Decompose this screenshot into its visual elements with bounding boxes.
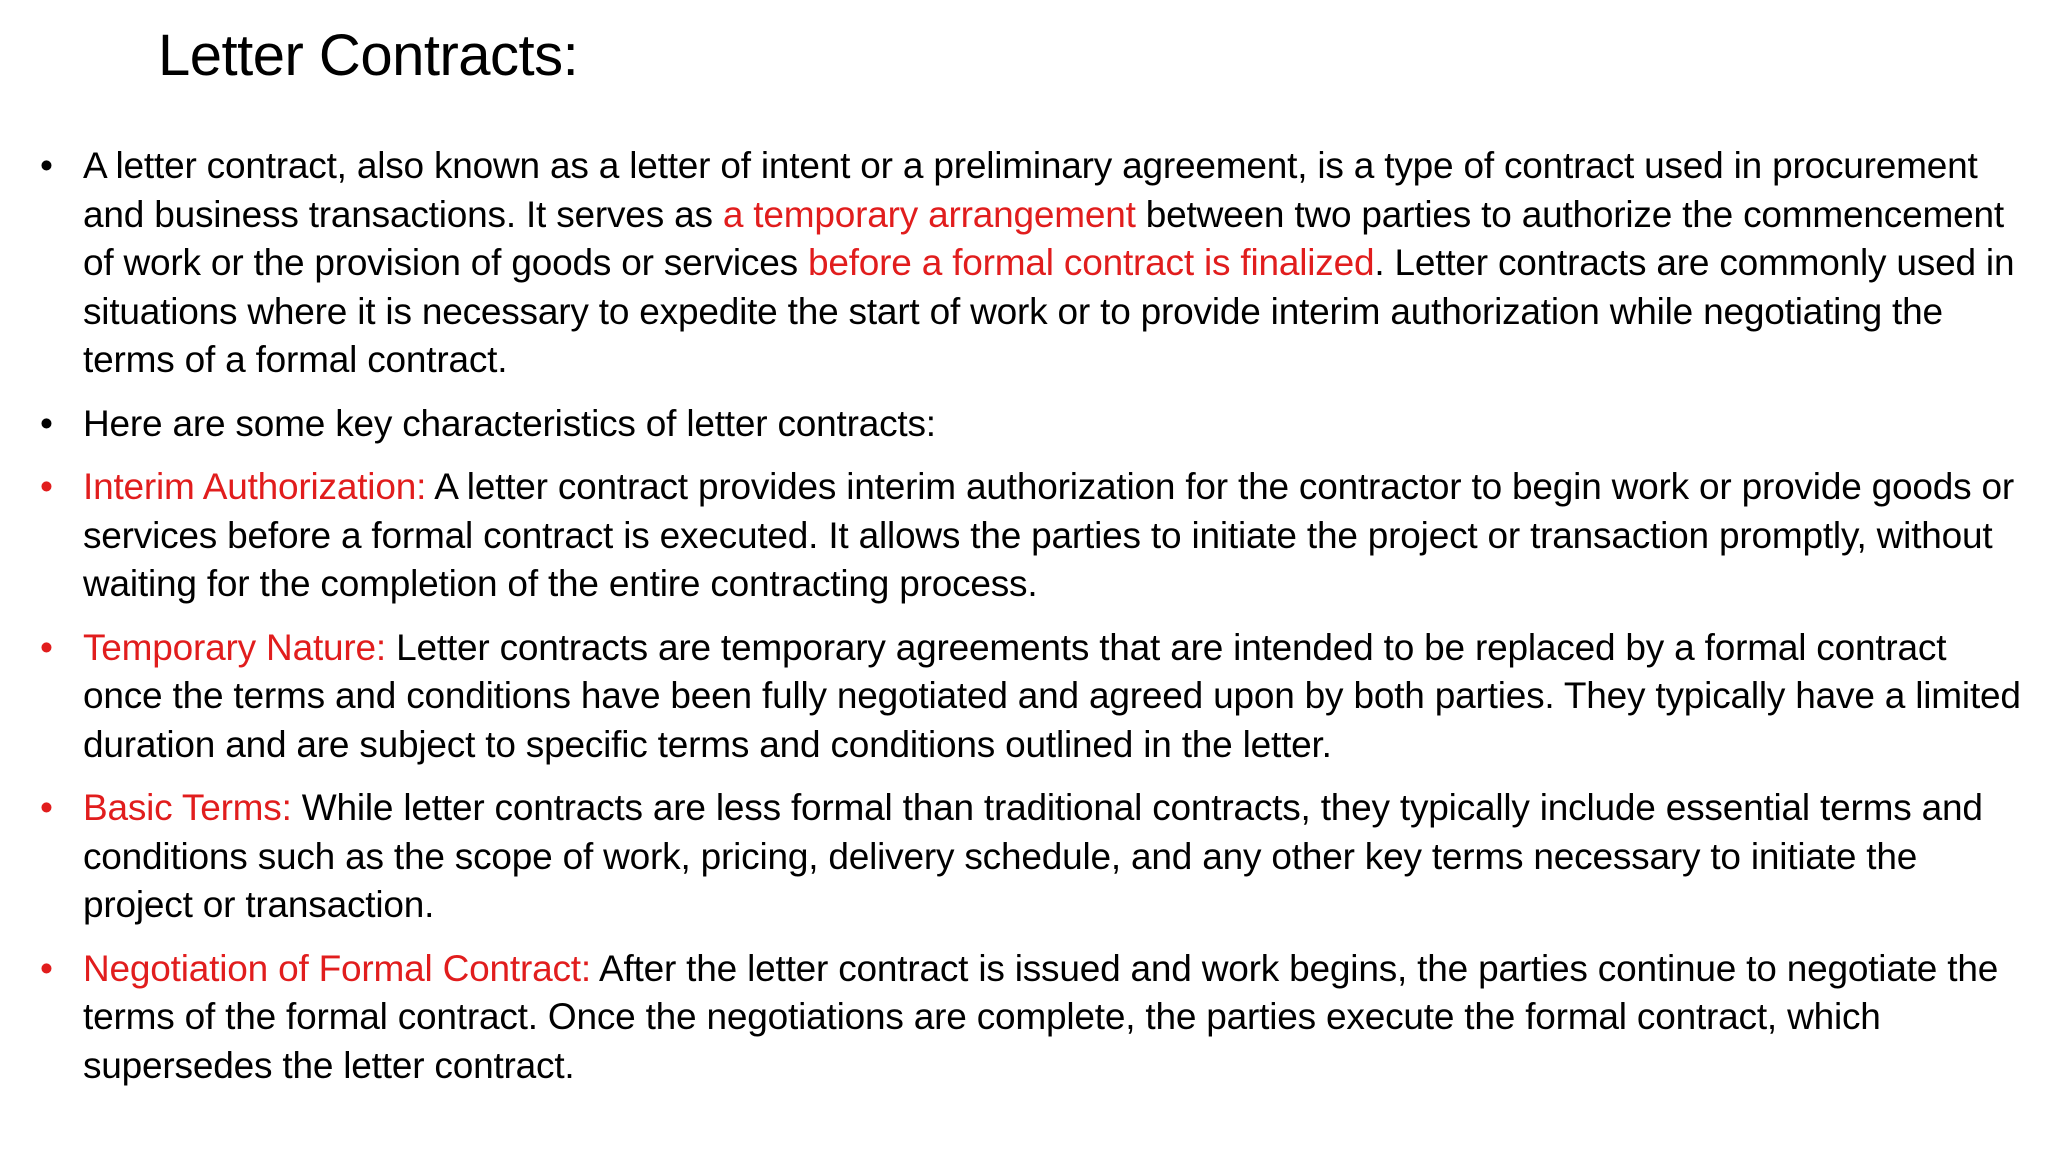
bullet-marker: •: [40, 947, 53, 989]
bullet-item-negotiation-formal-contract: [40, 945, 2030, 1091]
bullet-text: [83, 466, 2014, 604]
slide-title: Letter Contracts:: [158, 23, 579, 88]
text-segment: Here are some key characteristics of letter contracts:: [83, 402, 936, 444]
bullet-text: [83, 948, 1998, 1086]
bullet-marker: •: [40, 402, 53, 444]
bullet-item-interim-authorization: [40, 463, 2030, 609]
text-segment: Letter contracts are temporary agreements that are intended to be replaced by a formal contract once the terms and conditions have been fully negotiated and agreed upon by both parties. They typically have a limited duration and are subject to specific terms and conditions outlined in the letter.: [83, 626, 2021, 765]
highlight-text: Temporary Nature:: [83, 626, 386, 668]
bullet-marker: •: [40, 145, 53, 186]
bullet-item-letter-contract-definition: [40, 142, 2030, 385]
text-segment: After the letter contract is issued and work begins, the parties continue to negotiate the terms of the formal contract. Once the negotiations are complete, the parties execute the formal contract, which supersedes the letter contract.: [83, 947, 1999, 1086]
highlight-text: Basic Terms:: [83, 787, 292, 828]
bullet-list: [40, 142, 2030, 1105]
bullet-item-key-characteristics-intro: [40, 400, 2030, 449]
bullet-item-basic-terms: [40, 784, 2030, 930]
bullet-marker: •: [40, 466, 53, 507]
bullet-text: [83, 627, 2021, 765]
text-segment: While letter contracts are less formal than traditional contracts, they typically include essential terms and conditions such as the scope of work, pricing, delivery schedule, and any other key terms necessary to initiate the project or transaction.: [83, 787, 1983, 925]
text-segment: A letter contract, also known as a letter of intent or a preliminary agreement, is a type of contract used in procurement and business transactions. It serves as: [83, 145, 1978, 235]
bullet-marker: •: [40, 626, 53, 668]
highlight-text: before a formal contract is finalized: [807, 242, 1375, 283]
highlight-text: a temporary arrangement: [722, 193, 1136, 235]
text-segment: . Letter contracts are commonly used in situations where it is necessary to expedite the start of work or to provide interim authorization while negotiating the terms of a formal contract.: [83, 242, 2015, 380]
text-segment: between two parties to authorize the commencement of work or the provision of goods or services: [83, 193, 2004, 283]
bullet-text: [83, 403, 936, 444]
bullet-text: [83, 787, 1983, 925]
bullet-text: [83, 145, 2014, 380]
bullet-marker: •: [40, 787, 53, 828]
highlight-text: Interim Authorization:: [83, 466, 427, 507]
highlight-text: Negotiation of Formal Contract:: [83, 947, 591, 989]
text-segment: A letter contract provides interim authorization for the contractor to begin work or provide goods or services before a formal contract is executed. It allows the parties to initiate the project or transaction promptly, without waiting for the completion of the entire contracting process.: [83, 466, 2015, 604]
bullet-item-temporary-nature: [40, 624, 2030, 770]
